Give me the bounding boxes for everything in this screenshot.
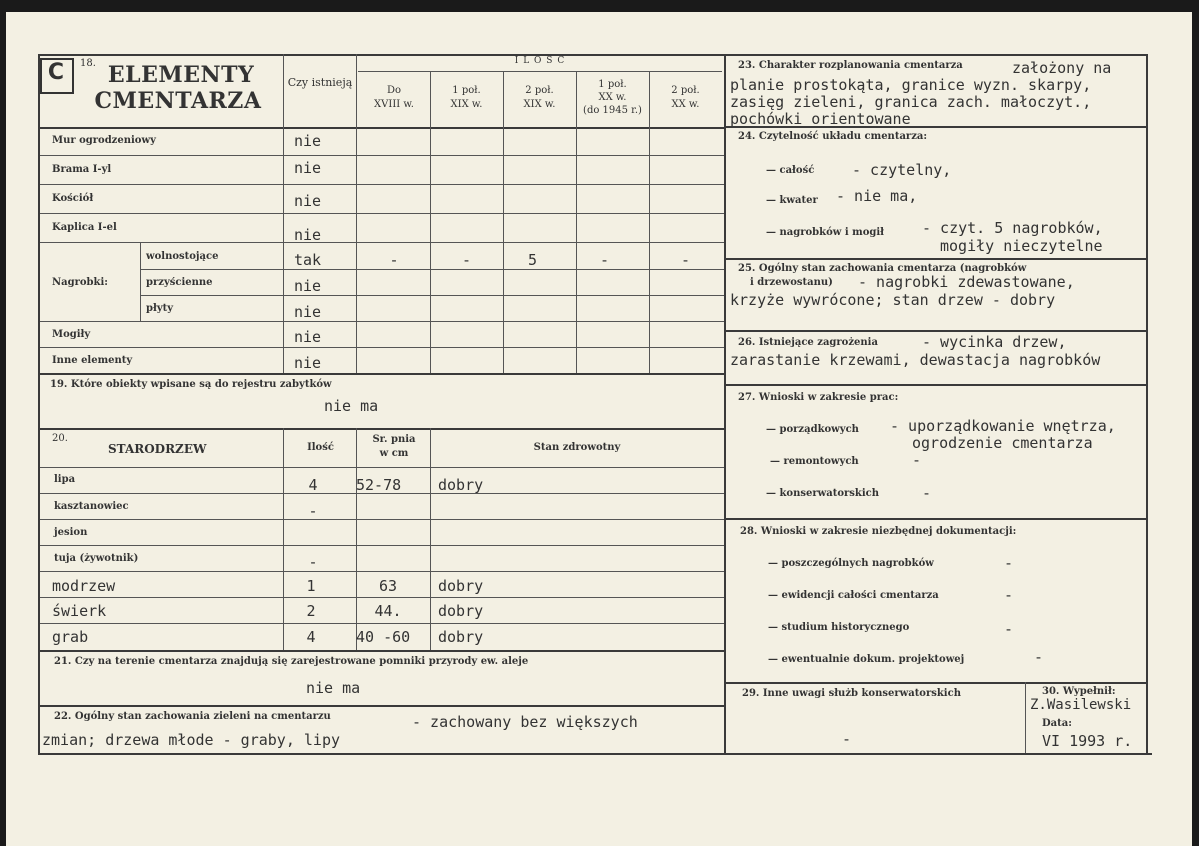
row-value-plyty: nie <box>294 303 322 321</box>
q27-porz-label: — porządkowych <box>766 424 859 435</box>
row-value-brama: nie <box>294 159 322 177</box>
q24-nagrobkow-label: — nagrobków i mogił <box>766 227 885 238</box>
tree-stan-swierk: dobry <box>438 602 484 620</box>
q30-label: 30. Wypełnił: <box>1042 686 1116 697</box>
tree-name-grab: grab <box>52 628 89 646</box>
section-letter: C <box>47 60 65 85</box>
row-value-wolnostojace: tak <box>294 251 322 269</box>
row-value-kosciol: nie <box>294 192 322 210</box>
q28-item-2-label: — ewidencji całości cmentarza <box>768 590 939 601</box>
q25-answer-1: - nagrobki zdewastowane, <box>858 273 1075 291</box>
count-wolnostojace-4: - <box>599 251 610 269</box>
q24-nagrobkow-2: mogiły nieczytelne <box>940 237 1103 255</box>
col-header-3: 2 poł. XIX w. <box>523 85 556 110</box>
q27-kons-label: — konserwatorskich <box>766 488 879 499</box>
row-label-kaplica: Kaplica I-el <box>52 222 117 233</box>
tree-name-lipa: lipa <box>54 474 76 485</box>
count-wolnostojace-3: 5 <box>527 251 538 269</box>
col-header-2: 1 poł. XIX w. <box>450 85 483 110</box>
q21-label: 21. Czy na terenie cmentarza znajdują się zarejestrowane pomniki przyrody ew. aleje <box>54 656 529 667</box>
starodrzew-col-sr: Sr. pnia w cm <box>372 434 416 459</box>
q28-item-1-label: — poszczególnych nagrobków <box>768 558 934 569</box>
starodrzew-number: 20. <box>52 433 68 444</box>
row-label-mur: Mur ogrodzeniowy <box>52 135 156 146</box>
count-wolnostojace-5: - <box>680 251 691 269</box>
tree-stan-modrzew: dobry <box>438 577 484 595</box>
row-label-mogily: Mogiły <box>52 329 91 340</box>
q23-label: 23. Charakter rozplanowania cmentarza <box>738 60 963 71</box>
starodrzew-col-ilosc: Ilość <box>307 442 334 453</box>
tree-ilosc-swierk: 2 <box>306 602 316 620</box>
row-label-plyty: płyty <box>146 303 174 314</box>
tree-ilosc-kasztanowiec: - <box>308 502 318 520</box>
q23-line-1: założony na <box>1012 59 1112 77</box>
col-header-4: 1 poł. XX w. (do 1945 r.) <box>583 79 642 116</box>
q28-item-4-value: - <box>1034 648 1044 666</box>
q24-label: 24. Czytelność układu cmentarza: <box>738 131 928 142</box>
title-line-2: CMENTARZA <box>94 88 262 114</box>
row-label-inne: Inne elementy <box>52 355 133 366</box>
q30-date: VI 1993 r. <box>1042 732 1133 750</box>
row-value-kaplica: nie <box>294 226 322 244</box>
q19-answer: nie ma <box>324 397 379 415</box>
q25-label-2: i drzewostanu) <box>750 277 833 288</box>
row-value-mur: nie <box>294 132 322 150</box>
czy-istnieja-header: Czy istnieją <box>287 76 353 89</box>
tree-name-modrzew: modrzew <box>52 577 116 595</box>
tree-sr-lipa: 52-78 <box>356 476 402 494</box>
q25-label-1: 25. Ogólny stan zachowania cmentarza (nagrobków <box>738 263 1027 274</box>
tree-name-kasztanowiec: kasztanowiec <box>54 501 129 512</box>
nagrobki-label: Nagrobki: <box>52 277 108 288</box>
tree-name-swierk: świerk <box>52 602 107 620</box>
q29-answer: - <box>842 730 852 748</box>
starodrzew-col-stan: Stan zdrowotny <box>533 442 621 453</box>
tree-stan-grab: dobry <box>438 628 484 646</box>
q27-porz-2: ogrodzenie cmentarza <box>912 434 1093 452</box>
q28-item-3-label: — studium historycznego <box>768 622 910 633</box>
q23-line-2: planie prostokąta, granice wyzn. skarpy, <box>730 76 1092 94</box>
q26-answer-2: zarastanie krzewami, dewastacja nagrobków <box>730 351 1101 369</box>
tree-sr-modrzew: 63 <box>378 577 398 595</box>
q28-item-4-label: — ewentualnie dokum. projektowej <box>768 654 965 665</box>
starodrzew-title: STARODRZEW <box>108 442 207 456</box>
row-label-wolnostojace: wolnostojące <box>146 251 219 262</box>
q28-item-1-value: - <box>1004 554 1014 572</box>
q24-calosc-label: — całość <box>766 165 815 176</box>
tree-ilosc-modrzew: 1 <box>306 577 316 595</box>
q22-label: 22. Ogólny stan zachowania zieleni na cmentarzu <box>54 711 331 722</box>
tree-stan-lipa: dobry <box>438 476 484 494</box>
q19-label: 19. Które obiekty wpisane są do rejestru zabytków <box>50 379 332 390</box>
q22-answer-2: zmian; drzewa młode - graby, lipy <box>42 731 341 749</box>
col-header-1: Do XVIII w. <box>374 85 414 110</box>
row-value-inne: nie <box>294 354 322 372</box>
q24-kwater-label: — kwater <box>766 195 818 206</box>
tree-name-jesion: jesion <box>54 527 88 538</box>
col-header-5: 2 poł. XX w. <box>671 85 700 110</box>
q24-calosc: - czytelny, <box>852 161 952 179</box>
tree-sr-swierk: 44. <box>374 602 402 620</box>
q21-answer: nie ma <box>306 679 361 697</box>
row-label-brama: Brama I-yl <box>52 164 112 175</box>
q27-label: 27. Wnioski w zakresie prac: <box>738 392 899 403</box>
q28-item-3-value: - <box>1004 620 1014 638</box>
row-value-przyscienne: nie <box>294 277 322 295</box>
q28-item-2-value: - <box>1004 586 1014 604</box>
q27-rem: - <box>912 451 922 469</box>
q25-answer-2: krzyże wywrócone; stan drzew - dobry <box>730 291 1056 309</box>
q26-answer-1: - wycinka drzew, <box>922 333 1067 351</box>
title-line-1: ELEMENTY <box>107 62 255 88</box>
q23-line-4: pochówki orientowane <box>730 110 911 128</box>
tree-sr-grab: 40 -60 <box>356 628 411 646</box>
q27-porz-1: - uporządkowanie wnętrza, <box>890 417 1116 435</box>
q24-kwater: - nie ma, <box>836 187 918 205</box>
ilosc-header: I L O Ś C <box>514 56 566 66</box>
q22-answer-1: - zachowany bez większych <box>412 713 638 731</box>
row-value-mogily: nie <box>294 328 322 346</box>
row-label-kosciol: Kościół <box>52 193 94 204</box>
section-number: 18. <box>80 58 96 69</box>
count-wolnostojace-2: - <box>461 251 472 269</box>
q23-line-3: zasięg zieleni, granica zach. małoczyt., <box>730 93 1092 111</box>
row-label-przyscienne: przyścienne <box>146 277 213 288</box>
q24-nagrobkow-1: - czyt. 5 nagrobków, <box>922 219 1103 237</box>
q30-date-label: Data: <box>1042 718 1072 729</box>
tree-ilosc-tuja: - <box>308 553 318 571</box>
tree-ilosc-lipa: 4 <box>308 476 318 494</box>
q28-label: 28. Wnioski w zakresie niezbędnej dokumentacji: <box>740 526 1017 537</box>
tree-ilosc-grab: 4 <box>306 628 316 646</box>
q27-kons: - <box>922 484 932 502</box>
q27-rem-label: — remontowych <box>770 456 859 467</box>
count-wolnostojace-1: - <box>389 251 399 269</box>
q26-label: 26. Istniejące zagrożenia <box>738 337 878 348</box>
tree-name-tuja: tuja (żywotnik) <box>54 553 139 564</box>
q30-name: Z.Wasilewski <box>1030 697 1132 713</box>
q29-label: 29. Inne uwagi służb konserwatorskich <box>742 688 961 699</box>
